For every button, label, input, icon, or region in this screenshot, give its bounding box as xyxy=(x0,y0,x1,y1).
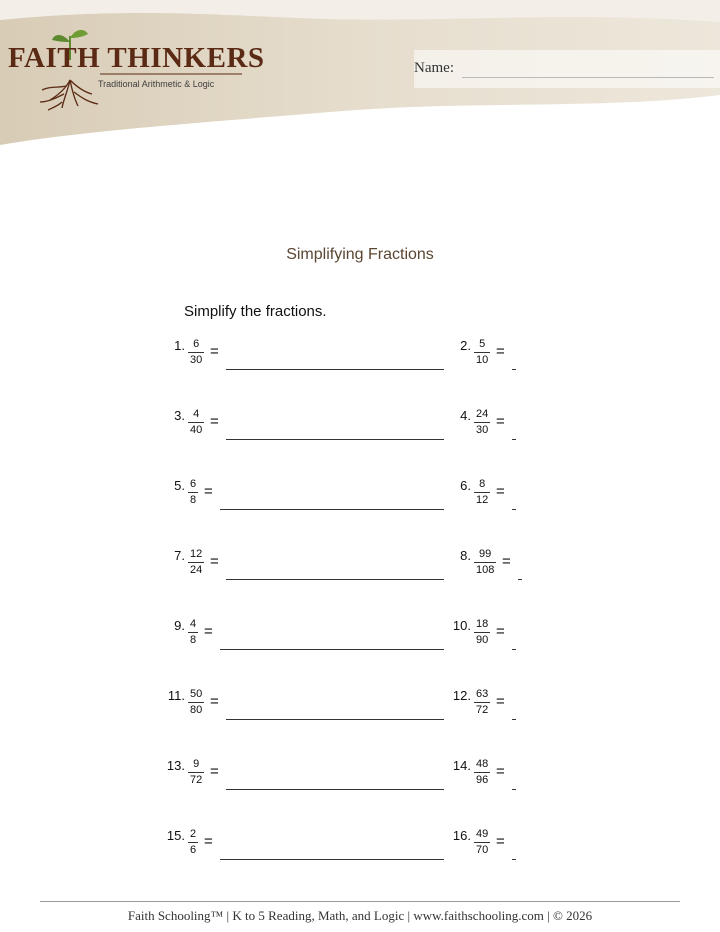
problem-number: 10. xyxy=(452,618,471,633)
fraction-bar xyxy=(474,632,490,633)
problem-4 xyxy=(442,408,532,448)
problem-number: 12. xyxy=(452,688,471,703)
fraction-bar xyxy=(474,492,490,493)
equals-sign: = xyxy=(204,483,213,500)
denominator: 96 xyxy=(476,774,489,786)
denominator: 72 xyxy=(190,774,203,786)
answer-line[interactable] xyxy=(512,859,516,860)
denominator: 40 xyxy=(190,424,203,436)
answer-line[interactable] xyxy=(512,439,516,440)
numerator: 9 xyxy=(193,758,200,770)
answer-line[interactable] xyxy=(220,859,444,860)
equals-sign: = xyxy=(210,553,219,570)
denominator: 8 xyxy=(190,494,197,506)
numerator: 49 xyxy=(476,828,489,840)
problem-number: 7. xyxy=(174,548,185,563)
name-field-background xyxy=(414,50,720,88)
problem-11 xyxy=(156,688,466,728)
numerator: 99 xyxy=(479,548,492,560)
fraction xyxy=(188,618,198,647)
fraction xyxy=(474,338,490,367)
problem-10 xyxy=(442,618,532,658)
fraction-bar xyxy=(474,772,490,773)
denominator: 108 xyxy=(476,564,495,576)
answer-line[interactable] xyxy=(512,719,516,720)
fraction-bar xyxy=(188,422,204,423)
problem-number: 15. xyxy=(166,828,185,843)
denominator: 30 xyxy=(190,354,203,366)
denominator: 72 xyxy=(476,704,489,716)
numerator: 24 xyxy=(476,408,489,420)
answer-line[interactable] xyxy=(226,789,444,790)
answer-line[interactable] xyxy=(220,649,444,650)
fraction xyxy=(188,758,204,787)
denominator: 70 xyxy=(476,844,489,856)
name-input-line[interactable] xyxy=(462,77,714,78)
answer-line[interactable] xyxy=(226,369,444,370)
answer-line[interactable] xyxy=(512,509,516,510)
fraction xyxy=(474,828,490,857)
fraction-bar xyxy=(474,562,496,563)
fraction xyxy=(188,688,204,717)
equals-sign: = xyxy=(210,763,219,780)
numerator: 18 xyxy=(476,618,489,630)
numerator: 12 xyxy=(190,548,203,560)
problem-5 xyxy=(156,478,466,518)
equals-sign: = xyxy=(502,553,511,570)
problem-number: 13. xyxy=(166,758,185,773)
fraction-bar xyxy=(188,632,198,633)
footer-text: Faith Schooling™ | K to 5 Reading, Math, and Logic | www.faithschooling.com | © 2026 xyxy=(127,908,593,923)
equals-sign: = xyxy=(496,763,505,780)
worksheet-instructions: Simplify the fractions. xyxy=(184,303,327,320)
fraction xyxy=(188,478,198,507)
numerator: 2 xyxy=(190,828,197,840)
problem-number: 1. xyxy=(174,338,185,353)
problem-15 xyxy=(156,828,466,868)
answer-line[interactable] xyxy=(226,439,444,440)
equals-sign: = xyxy=(204,623,213,640)
fraction xyxy=(188,548,204,577)
fraction-bar xyxy=(188,562,204,563)
problem-number: 16. xyxy=(452,828,471,843)
answer-line[interactable] xyxy=(512,369,516,370)
equals-sign: = xyxy=(204,833,213,850)
answer-line[interactable] xyxy=(518,579,522,580)
fraction xyxy=(188,408,204,437)
denominator: 24 xyxy=(190,564,203,576)
equals-sign: = xyxy=(210,343,219,360)
equals-sign: = xyxy=(210,413,219,430)
answer-line[interactable] xyxy=(226,719,444,720)
footer-divider xyxy=(40,901,680,902)
denominator: 8 xyxy=(190,634,197,646)
denominator: 80 xyxy=(190,704,203,716)
answer-line[interactable] xyxy=(220,509,444,510)
problem-9 xyxy=(156,618,466,658)
numerator: 6 xyxy=(190,478,197,490)
problem-number: 14. xyxy=(452,758,471,773)
equals-sign: = xyxy=(496,343,505,360)
problem-number: 8. xyxy=(460,548,471,563)
fraction xyxy=(474,758,490,787)
fraction xyxy=(474,408,490,437)
fraction-bar xyxy=(474,702,490,703)
problem-number: 4. xyxy=(460,408,471,423)
fraction xyxy=(474,618,490,647)
problem-number: 5. xyxy=(174,478,185,493)
fraction-bar xyxy=(188,492,198,493)
problem-number: 6. xyxy=(460,478,471,493)
numerator: 4 xyxy=(190,618,197,630)
answer-line[interactable] xyxy=(226,579,444,580)
problem-1 xyxy=(156,338,466,378)
fraction-bar xyxy=(188,702,204,703)
problem-2 xyxy=(442,338,532,378)
denominator: 10 xyxy=(476,354,489,366)
numerator: 63 xyxy=(476,688,489,700)
numerator: 6 xyxy=(193,338,200,350)
problem-number: 2. xyxy=(460,338,471,353)
problem-number: 3. xyxy=(174,408,185,423)
problem-13 xyxy=(156,758,466,798)
equals-sign: = xyxy=(496,483,505,500)
numerator: 48 xyxy=(476,758,489,770)
fraction xyxy=(474,548,496,577)
fraction-bar xyxy=(188,772,204,773)
numerator: 50 xyxy=(190,688,203,700)
equals-sign: = xyxy=(210,693,219,710)
problem-8 xyxy=(442,548,532,588)
logo-subtitle: Traditional Arithmetic & Logic xyxy=(98,79,215,89)
fraction xyxy=(188,338,204,367)
worksheet-title: Simplifying Fractions xyxy=(286,246,434,263)
numerator: 5 xyxy=(479,338,486,350)
problem-number: 9. xyxy=(174,618,185,633)
fraction-bar xyxy=(474,352,490,353)
equals-sign: = xyxy=(496,413,505,430)
logo-title: FAITH THINKERS xyxy=(8,42,265,74)
problem-12 xyxy=(442,688,532,728)
problem-14 xyxy=(442,758,532,798)
fraction xyxy=(474,688,490,717)
problem-16 xyxy=(442,828,532,868)
fraction-bar xyxy=(474,422,490,423)
fraction-bar xyxy=(188,352,204,353)
fraction-bar xyxy=(188,842,198,843)
denominator: 12 xyxy=(476,494,489,506)
denominator: 30 xyxy=(476,424,489,436)
name-label: Name: xyxy=(414,60,454,76)
problem-6 xyxy=(442,478,532,518)
equals-sign: = xyxy=(496,693,505,710)
problem-3 xyxy=(156,408,466,448)
numerator: 8 xyxy=(479,478,486,490)
equals-sign: = xyxy=(496,623,505,640)
fraction xyxy=(188,828,198,857)
problem-number: 11. xyxy=(167,688,185,703)
denominator: 6 xyxy=(190,844,197,856)
denominator: 90 xyxy=(476,634,489,646)
fraction xyxy=(474,478,490,507)
answer-line[interactable] xyxy=(512,789,516,790)
fraction-bar xyxy=(474,842,490,843)
problem-7 xyxy=(156,548,466,588)
answer-line[interactable] xyxy=(512,649,516,650)
numerator: 4 xyxy=(193,408,200,420)
equals-sign: = xyxy=(496,833,505,850)
